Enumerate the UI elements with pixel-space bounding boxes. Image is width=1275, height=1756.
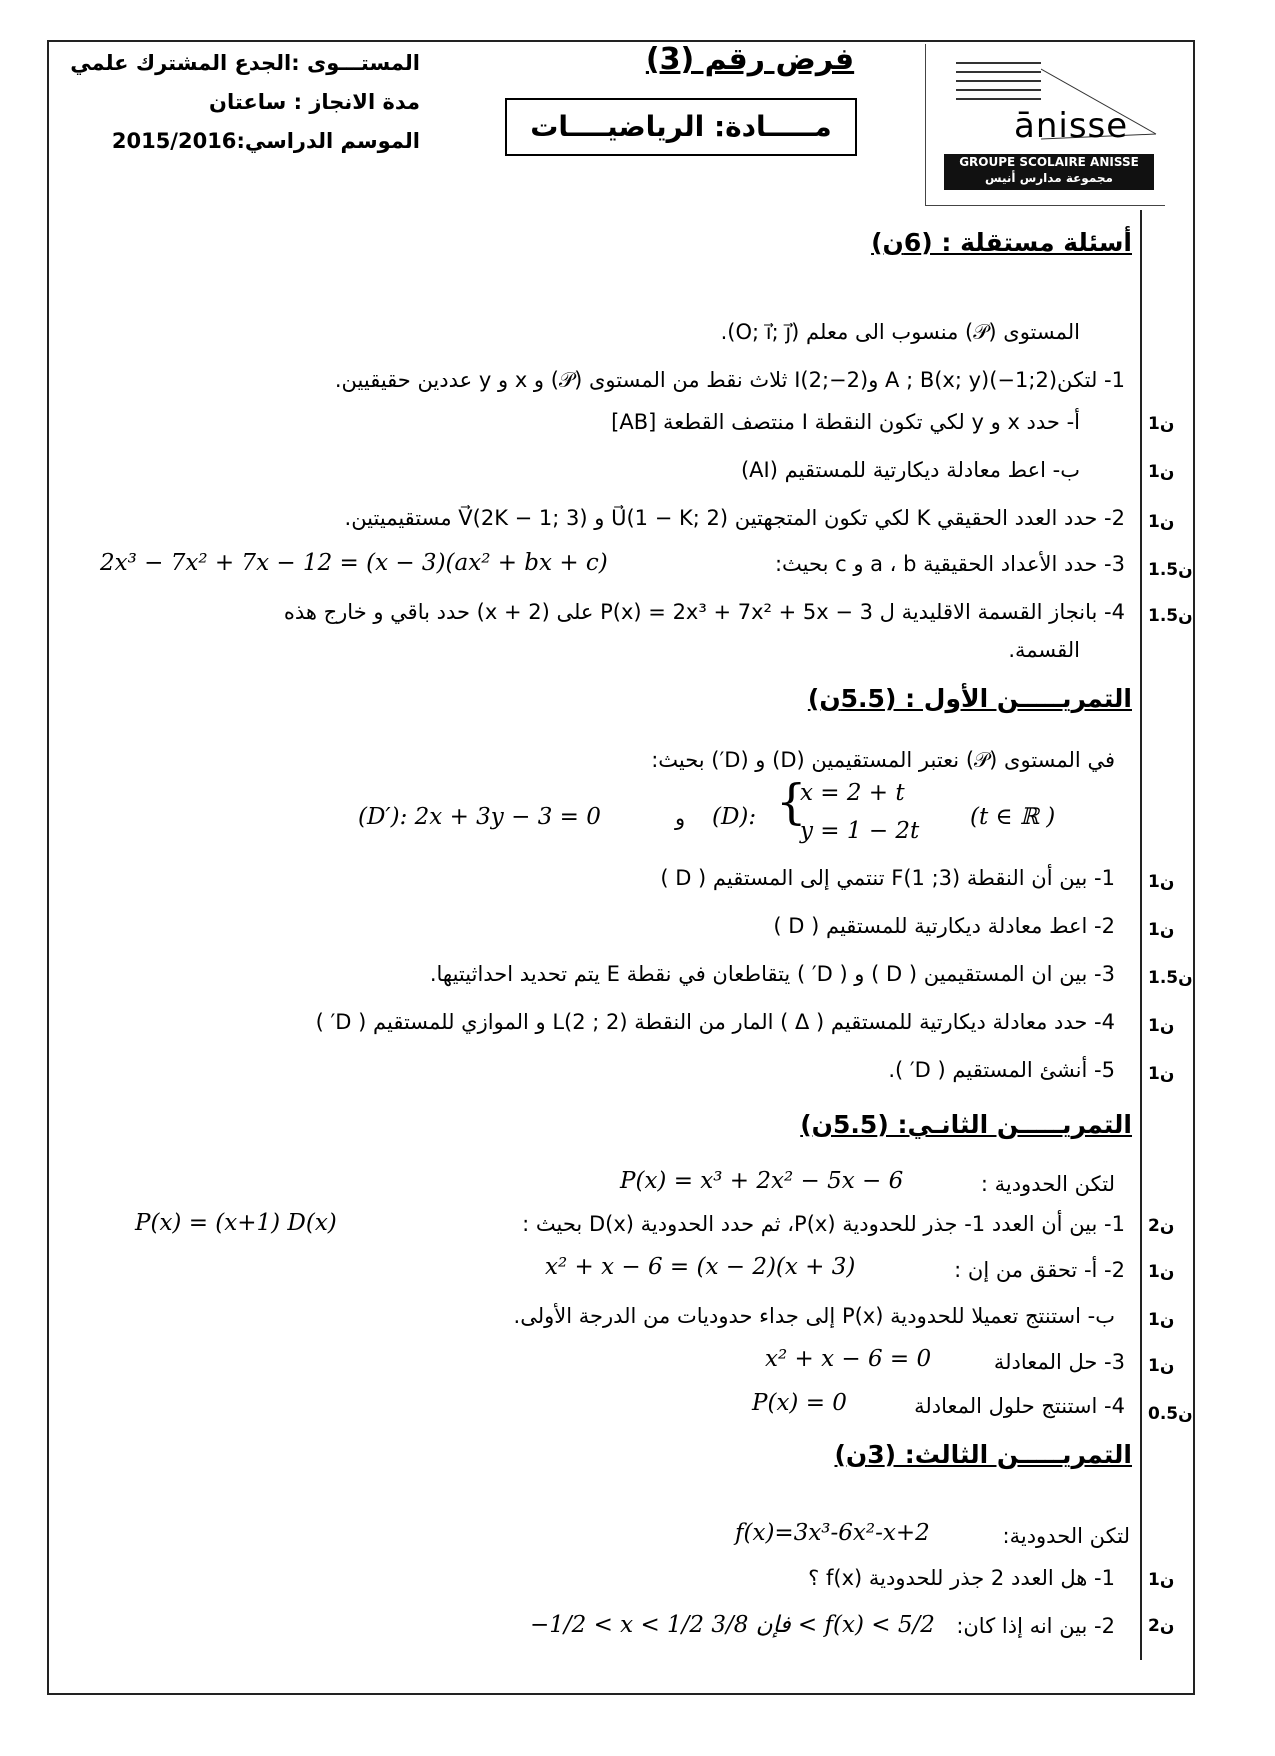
duration-text: مدة الانجاز : ساعتان bbox=[209, 90, 420, 114]
ex2-q2a: 2- أ- تحقق من إن : bbox=[954, 1258, 1125, 1282]
points-ex2-1: 2ن bbox=[1148, 1216, 1175, 1236]
ex1-q2: 2- اعط معادلة ديكارتية للمستقيم ( D ) bbox=[773, 914, 1115, 938]
independent-q1a: أ- حدد x و y لكي تكون النقطة I منتصف القطعة [AB] bbox=[611, 410, 1080, 434]
independent-intro: المستوى (𝒫) منسوب الى معلم (O; i⃗; j⃗). bbox=[720, 320, 1080, 344]
independent-q1b: ب- اعط معادلة ديكارتية للمستقيم (AI) bbox=[740, 458, 1080, 482]
ex2-q3: 3- حل المعادلة bbox=[993, 1350, 1125, 1374]
ex3-intro-eq: f(x)=3x³-6x²-x+2 bbox=[735, 1520, 930, 1546]
school-logo bbox=[925, 44, 1165, 206]
ex3-q2: 2- بين انه إذا كان: bbox=[956, 1614, 1115, 1638]
ex2-q1: 1- بين أن العدد 1- جذر للحدودية P(x)، ثم حدد الحدودية D(x) بحيث : bbox=[522, 1212, 1125, 1236]
ex1-eq-d-x: x = 2 + t bbox=[800, 780, 905, 806]
logo-band-line-1: GROUPE SCOLAIRE ANISSE bbox=[959, 155, 1139, 169]
ex2-q4: 4- استنتج حلول المعادلة bbox=[914, 1394, 1125, 1418]
ex2-q4-eq: P(x) = 0 bbox=[752, 1390, 847, 1416]
points-ex2-5: 0.5ن bbox=[1148, 1404, 1193, 1424]
ex2-intro-eq: P(x) = x³ + 2x² − 5x − 6 bbox=[620, 1168, 904, 1194]
points-ex1-1: 1ن bbox=[1148, 872, 1175, 892]
points-ex3-2: 2ن bbox=[1148, 1616, 1175, 1636]
points-indep-5: 1.5ن bbox=[1148, 606, 1193, 626]
points-ex1-4: 1ن bbox=[1148, 1016, 1175, 1036]
independent-q1: 1- لتكن(2;1−)A ; B(x; y) و(2−;2)I ثلاث نقط من المستوى (𝒫) و x و y عددين حقيقيين. bbox=[334, 368, 1125, 392]
independent-q3-equation: 2x³ − 7x² + 7x − 12 = (x − 3)(ax² + bx + c) bbox=[100, 550, 608, 576]
ex3-intro: لتكن الحدودية: bbox=[1002, 1524, 1130, 1548]
ex1-q3: 3- بين ان المستقيمين ( D ) و ( D′ ) يتقاطعان في نقطة E يتم تحديد احداثيتيها. bbox=[429, 962, 1115, 986]
header-info bbox=[60, 44, 420, 161]
logo-band-line-2: مجموعة مدارس أنيس bbox=[985, 171, 1113, 185]
independent-q4-cont: القسمة. bbox=[1008, 638, 1080, 662]
points-ex1-2: 1ن bbox=[1148, 920, 1175, 940]
season-text: الموسم الدراسي:2015/2016 bbox=[111, 129, 420, 153]
ex1-eq-d-label: (D): bbox=[712, 804, 757, 830]
section-ex2-title: التمريـــــن الثانـي: (5.5ن) bbox=[800, 1110, 1132, 1139]
logo-lines-icon bbox=[956, 62, 1041, 107]
logo-band bbox=[944, 154, 1154, 190]
points-margin-rule bbox=[1140, 210, 1142, 1660]
ex2-q3-eq: x² + x − 6 = 0 bbox=[765, 1346, 932, 1372]
points-indep-4: 1.5ن bbox=[1148, 560, 1193, 580]
logo-word: ānisse bbox=[1014, 106, 1129, 146]
ex2-intro: لتكن الحدودية : bbox=[980, 1172, 1115, 1196]
ex1-intro: في المستوى (𝒫) نعتبر المستقيمين (D) و (D′) بحيث: bbox=[651, 748, 1115, 772]
points-ex2-4: 1ن bbox=[1148, 1356, 1175, 1376]
points-ex2-2: 1ن bbox=[1148, 1262, 1175, 1282]
ex1-eq-d-t: (t ∈ ℝ ) bbox=[970, 804, 1056, 830]
ex1-q1: 1- بين أن النقطة (3; 1)F تنتمي إلى المستقيم ( D ) bbox=[660, 866, 1115, 890]
ex1-and-word: و bbox=[675, 806, 686, 830]
section-ex1-title: التمريـــــن الأول : (5.5ن) bbox=[807, 684, 1132, 713]
section-ex3-title: التمريـــــن الثالث: (3ن) bbox=[834, 1440, 1132, 1469]
ex3-q1: 1- هل العدد 2 جذر للحدودية f(x) ؟ bbox=[808, 1566, 1115, 1590]
ex3-q2-eq: −1/2 < x < 1/2 فإن 3/8 < f(x) < 5/2 bbox=[530, 1612, 935, 1638]
points-ex1-5: 1ن bbox=[1148, 1064, 1175, 1084]
independent-q2: 2- حدد العدد الحقيقي K لكي تكون المتجهتين U⃗(1 − K; 2) و V⃗(2K − 1; 3) مستقيميتين. bbox=[344, 506, 1125, 530]
ex1-eq-d-y: y = 1 − 2t bbox=[800, 818, 920, 844]
points-indep-3: 1ن bbox=[1148, 512, 1175, 532]
ex2-q1-eq: P(x) = (x+1) D(x) bbox=[135, 1210, 337, 1236]
ex1-q4: 4- حدد معادلة ديكارتية للمستقيم ( Δ ) المار من النقطة (2 ; 2)L و الموازي للمستقيم ( D′ ) bbox=[315, 1010, 1115, 1034]
independent-q3: 3- حدد الأعداد الحقيقية a ، b و c بحيث: bbox=[774, 552, 1125, 576]
level-text: المستـــوى :الجدع المشترك علمي bbox=[70, 51, 420, 75]
ex1-brace-icon: { bbox=[776, 774, 807, 830]
points-ex3-1: 1ن bbox=[1148, 1570, 1175, 1590]
independent-q4: 4- بانجاز القسمة الاقليدية ل P(x) = 2x³ + 7x² + 5x − 3 على (x + 2) حدد باقي و خارج هذه bbox=[283, 600, 1125, 624]
points-indep-2: 1ن bbox=[1148, 462, 1175, 482]
ex1-eq-dprime: (D′): 2x + 3y − 3 = 0 bbox=[358, 804, 601, 830]
exam-title: فرض رقم (3) bbox=[645, 42, 855, 77]
ex2-q2a-eq: x² + x − 6 = (x − 2)(x + 3) bbox=[545, 1254, 856, 1280]
points-ex2-3: 1ن bbox=[1148, 1310, 1175, 1330]
section-independent-title: أسئلة مستقلة : (6ن) bbox=[871, 228, 1132, 257]
ex2-q2b: ب- استنتج تعميلا للحدودية P(x) إلى جداء حدوديات من الدرجة الأولى. bbox=[513, 1304, 1115, 1328]
subject-box: مـــــادة: الرياضيــــات bbox=[505, 98, 857, 156]
points-ex1-3: 1.5ن bbox=[1148, 968, 1193, 988]
points-indep-1: 1ن bbox=[1148, 414, 1175, 434]
ex1-q5: 5- أنشئ المستقيم ( D′ ). bbox=[888, 1058, 1115, 1082]
